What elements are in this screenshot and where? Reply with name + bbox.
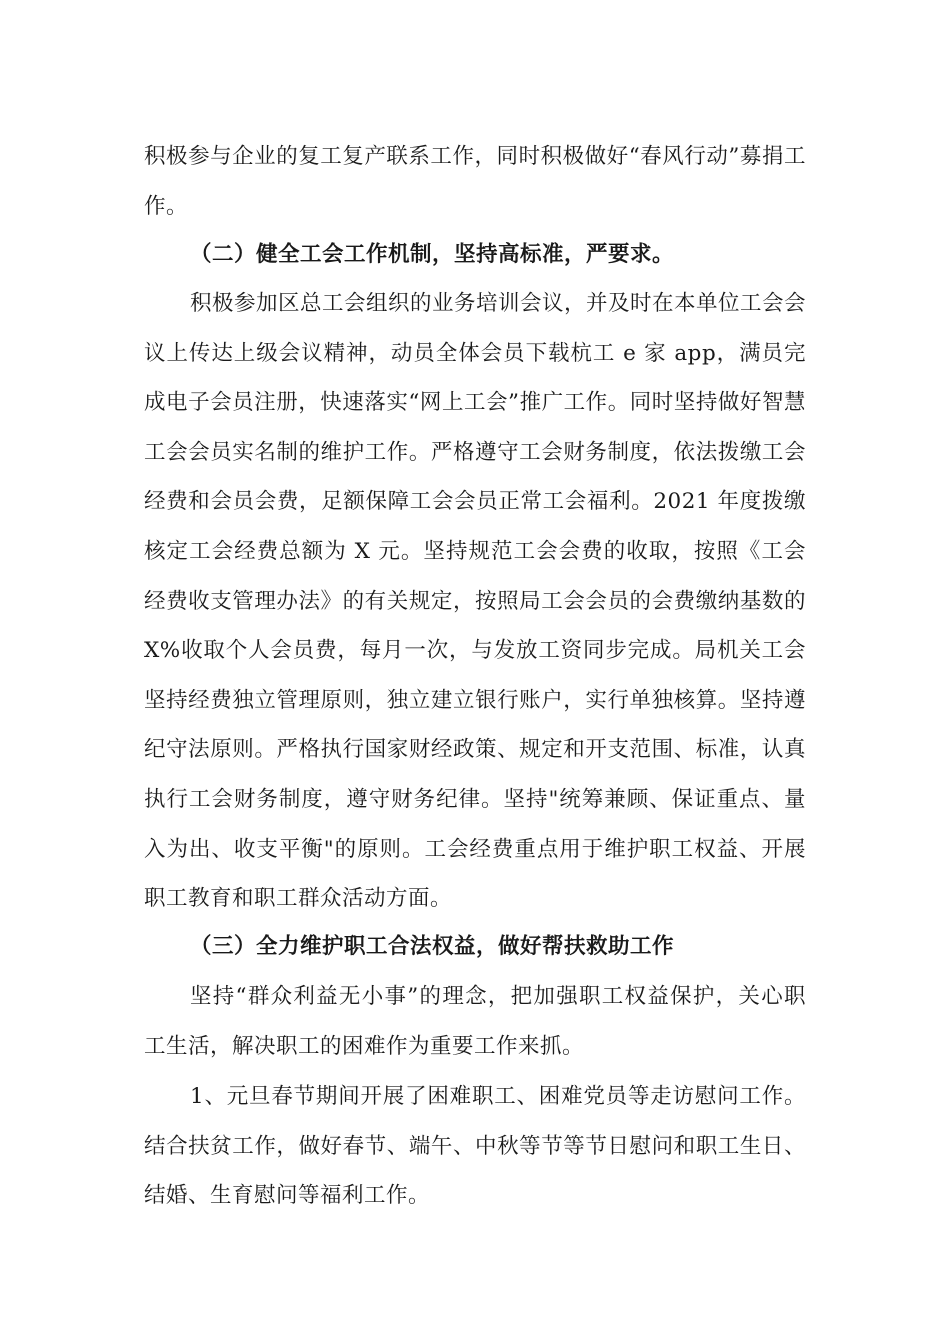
- paragraph-union-mechanism: 积极参加区总工会组织的业务培训会议，并及时在本单位工会会议上传达上级会议精神，动员全体会员下载杭工 e 家 app，满员完成电子会员注册，快速落实“网上工会”推广工作。同时坚持做好智慧工会会员实名制的维护工作。严格遵守工会财务制度，依法拨缴工会经费和会员会费，足额保障工会会员正常工会福利。2021 年度拨缴核定工会经费总额为 X 元。坚持规范工会会费的收取，按照《工会经费收支管理办法》的有关规定，按照局工会会员的会费缴纳基数的 X%收取个人会员费，每月一次，与发放工资同步完成。局机关工会坚持经费独立管理原则，独立建立银行账户，实行单独核算。坚持遵纪守法原则。严格执行国家财经政策、规定和开支范围、标准，认真执行工会财务制度，遵守财务纪律。坚持"统筹兼顾、保证重点、量入为出、收支平衡"的原则。工会经费重点用于维护职工权益、开展职工教育和职工群众活动方面。: [144, 291, 807, 912]
- paragraph-worker-rights: 坚持“群众利益无小事”的理念，把加强职工权益保护，关心职工生活，解决职工的困难作为重要工作来抓。: [144, 984, 806, 1059]
- section-heading-3: （三）全力维护职工合法权益，做好帮扶救助工作: [190, 934, 675, 959]
- section-heading-2: （二）健全工会工作机制，坚持高标准，严要求。: [190, 242, 675, 267]
- paragraph-holiday-visits: 1、元旦春节期间开展了困难职工、困难党员等走访慰问工作。结合扶贫工作，做好春节、端午、中秋等节等节日慰问和职工生日、结婚、生育慰问等福利工作。: [144, 1084, 806, 1209]
- paragraph-continuation: 积极参与企业的复工复产联系工作，同时积极做好“春风行动”募捐工作。: [144, 144, 806, 219]
